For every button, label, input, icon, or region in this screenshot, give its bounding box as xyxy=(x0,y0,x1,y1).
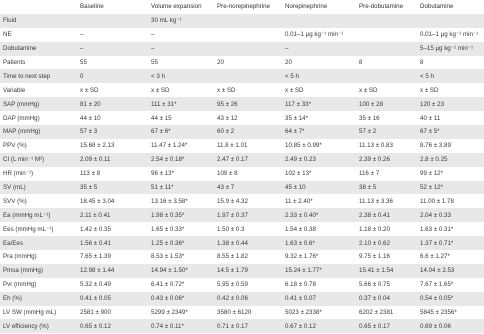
table-cell: 12.98 ± 1.44 xyxy=(77,264,148,278)
table-cell: 99 ± 12* xyxy=(417,167,484,181)
table-row xyxy=(0,222,484,236)
table-row xyxy=(0,42,484,56)
table-cell: 14.94 ± 1.50* xyxy=(148,264,214,278)
table-cell: 1.63 ± 0.6* xyxy=(282,236,356,250)
table-cell: 1.56 ± 0.41 xyxy=(77,236,148,250)
table-cell: 35 ± 5 xyxy=(77,181,148,195)
table-cell: 8.55 ± 1.82 xyxy=(214,250,282,264)
table-cell: x ± SD xyxy=(356,83,417,97)
table-cell: 111 ± 31* xyxy=(148,97,214,111)
table-cell xyxy=(77,14,148,28)
table-cell: 0.71 ± 0.17 xyxy=(214,319,282,333)
row-label: Ea/Ees xyxy=(0,236,77,250)
table-cell: 1.50 ± 0.3 xyxy=(214,222,282,236)
table-cell: 11.00 ± 1.78 xyxy=(417,194,484,208)
table-cell: 2.39 ± 0.26 xyxy=(356,153,417,167)
table-cell: 2.49 ± 0.23 xyxy=(282,153,356,167)
table-cell: < 5 h xyxy=(417,69,484,83)
table-cell: 2581 ± 900 xyxy=(77,306,148,320)
table-cell: 102 ± 13* xyxy=(282,167,356,181)
row-label: CI (L min⁻¹ M²) xyxy=(0,153,77,167)
header-cell: Baseline xyxy=(77,0,148,14)
table-cell: 13.16 ± 3.58* xyxy=(148,194,214,208)
table-cell: 8.53 ± 1.53* xyxy=(148,250,214,264)
table-row xyxy=(0,181,484,195)
table-cell: 35 ± 14* xyxy=(282,111,356,125)
header-row xyxy=(0,0,484,14)
table-cell: 117 ± 33* xyxy=(282,97,356,111)
table-cell: 95 ± 26 xyxy=(214,97,282,111)
row-label: Time to next step xyxy=(0,69,77,83)
table-cell: 20 xyxy=(282,56,356,70)
table-cell: 60 ± 2 xyxy=(214,125,282,139)
table-row xyxy=(0,194,484,208)
table-cell: 44 ± 15 xyxy=(148,111,214,125)
table-cell: 15.68 ± 2.13 xyxy=(77,139,148,153)
table-cell: 55 xyxy=(77,56,148,70)
table-cell xyxy=(214,42,282,56)
table-cell: < 3 h xyxy=(148,69,214,83)
table-row xyxy=(0,264,484,278)
table-cell: 0.54 ± 0.05* xyxy=(417,292,484,306)
table-cell: 6202 ± 2381 xyxy=(356,306,417,320)
row-label: DAP (mmHg) xyxy=(0,111,77,125)
table-cell: 6.41 ± 0.72* xyxy=(148,278,214,292)
table-cell: 113 ± 8 xyxy=(77,167,148,181)
table-cell: 0.65 ± 0.12 xyxy=(77,319,148,333)
table-cell: 0.41 ± 0.05 xyxy=(77,292,148,306)
table-cell: 6.6 ± 1.27* xyxy=(417,250,484,264)
table-cell: 0.41 ± 0.07 xyxy=(282,292,356,306)
table-cell: 0.43 ± 0.06* xyxy=(148,292,214,306)
table-cell: 11.47 ± 1.24* xyxy=(148,139,214,153)
table-cell: 0 xyxy=(77,69,148,83)
table-cell: 5023 ± 2338* xyxy=(282,306,356,320)
table-row xyxy=(0,236,484,250)
row-label: Ea (mmHg mL⁻¹) xyxy=(0,208,77,222)
table-cell: < 5 h xyxy=(282,69,356,83)
table-cell: 14.04 ± 2.53 xyxy=(417,264,484,278)
table-row xyxy=(0,14,484,28)
row-label: SAP (mmHg) xyxy=(0,97,77,111)
table-cell: 2.8 ± 0.25 xyxy=(417,153,484,167)
table-cell: 5299 ± 2349* xyxy=(148,306,214,320)
table-row xyxy=(0,139,484,153)
table-row xyxy=(0,56,484,70)
table-row xyxy=(0,28,484,42)
table-cell: 7.67 ± 1.65* xyxy=(417,278,484,292)
table-row xyxy=(0,292,484,306)
table-cell: 116 ± 7 xyxy=(356,167,417,181)
table-cell: 38 ± 5 xyxy=(356,181,417,195)
row-label: Ees (mmHg mL⁻¹) xyxy=(0,222,77,236)
row-label: Pmsa (mmHg) xyxy=(0,264,77,278)
table-cell: 0.69 ± 0.06 xyxy=(417,319,484,333)
table-cell xyxy=(282,14,356,28)
table-cell: – xyxy=(148,28,214,42)
table-row xyxy=(0,111,484,125)
table-cell: 45 ± 10 xyxy=(282,181,356,195)
table-cell: 1.97 ± 0.37 xyxy=(214,208,282,222)
header-cell: Norepinephrine xyxy=(282,0,356,14)
table-cell xyxy=(356,14,417,28)
table-row xyxy=(0,208,484,222)
table-cell xyxy=(356,42,417,56)
table-cell: 1.37 ± 0.71* xyxy=(417,236,484,250)
table-cell: 18.45 ± 3.04 xyxy=(77,194,148,208)
table-cell: 1.65 ± 0.33* xyxy=(148,222,214,236)
row-label: Dobutamine xyxy=(0,42,77,56)
table-cell: 2.09 ± 0.11 xyxy=(77,153,148,167)
table-cell: x ± SD xyxy=(282,83,356,97)
table-cell: 1.42 ± 0.35 xyxy=(77,222,148,236)
table-cell: 8 xyxy=(356,56,417,70)
row-label: MAP (mmHg) xyxy=(0,125,77,139)
table-cell: 30 mL kg⁻¹ xyxy=(148,14,214,28)
table-row xyxy=(0,69,484,83)
table-cell: 20 xyxy=(214,56,282,70)
table-cell: 0.67 ± 0.12 xyxy=(282,319,356,333)
table-cell: 0.65 ± 0.17 xyxy=(356,319,417,333)
table-cell: 5–15 μg kg⁻¹ min⁻¹ xyxy=(417,42,484,56)
table-row xyxy=(0,97,484,111)
table-cell: 1.54 ± 0.38 xyxy=(282,222,356,236)
table-cell: 5.95 ± 0.59 xyxy=(214,278,282,292)
table-cell: 2.47 ± 0.17 xyxy=(214,153,282,167)
table-cell xyxy=(214,28,282,42)
table-cell: 43 ± 7 xyxy=(214,181,282,195)
table-cell xyxy=(356,69,417,83)
header-cell: Volume expansion xyxy=(148,0,214,14)
table-row xyxy=(0,319,484,333)
table-cell: 11.8 ± 1.01 xyxy=(214,139,282,153)
table-cell: 100 ± 28 xyxy=(356,97,417,111)
table-row xyxy=(0,153,484,167)
row-label: Pvr (mmHg) xyxy=(0,278,77,292)
table-cell: 2.04 ± 0.33 xyxy=(417,208,484,222)
table-cell: – xyxy=(77,28,148,42)
table-cell: 11.13 ± 3.36 xyxy=(356,194,417,208)
table-cell: x ± SD xyxy=(417,83,484,97)
table-cell: 3580 ± 6120 xyxy=(214,306,282,320)
table-cell: x ± SD xyxy=(77,83,148,97)
row-label: Fluid xyxy=(0,14,77,28)
table-cell: 0.01–1 μg kg⁻¹ min⁻¹ xyxy=(282,28,356,42)
row-label: HR (min⁻¹) xyxy=(0,167,77,181)
table-cell: 57 ± 3 xyxy=(77,125,148,139)
table-cell: 1.25 ± 0.36* xyxy=(148,236,214,250)
table-cell: 64 ± 7* xyxy=(282,125,356,139)
table-cell: 109 ± 8 xyxy=(214,167,282,181)
row-label: SV (mL) xyxy=(0,181,77,195)
table-cell: 0.42 ± 0.06 xyxy=(214,292,282,306)
table-body xyxy=(0,14,484,333)
table-row xyxy=(0,83,484,97)
table-cell: 6.18 ± 0.78 xyxy=(282,278,356,292)
table-cell xyxy=(214,69,282,83)
table-cell: 10.85 ± 0.99* xyxy=(282,139,356,153)
table-cell: 1.18 ± 0.20 xyxy=(356,222,417,236)
row-label: Pra (mmHg) xyxy=(0,250,77,264)
table-cell: 55 xyxy=(148,56,214,70)
row-label: NE xyxy=(0,28,77,42)
table-cell: 52 ± 12* xyxy=(417,181,484,195)
table-cell xyxy=(214,14,282,28)
table-cell: 2.38 ± 0.41 xyxy=(356,208,417,222)
header-cell xyxy=(0,0,77,14)
table-cell: 2.54 ± 0.18* xyxy=(148,153,214,167)
table-cell: 43 ± 12 xyxy=(214,111,282,125)
table-row xyxy=(0,125,484,139)
row-label: LV SW (mmHg mL) xyxy=(0,306,77,320)
row-label: Eh (%) xyxy=(0,292,77,306)
table-cell: 0.37 ± 0.04 xyxy=(356,292,417,306)
table-cell: 44 ± 10 xyxy=(77,111,148,125)
row-label: Variable xyxy=(0,83,77,97)
table-cell: x ± SD xyxy=(214,83,282,97)
table-cell: 2.33 ± 0.40* xyxy=(282,208,356,222)
table-cell: 11 ± 2.40* xyxy=(282,194,356,208)
table-row xyxy=(0,306,484,320)
table-row xyxy=(0,250,484,264)
table-cell: 15.24 ± 1.77* xyxy=(282,264,356,278)
table-cell: 0.74 ± 0.11* xyxy=(148,319,214,333)
table-cell: 67 ± 5* xyxy=(417,125,484,139)
table-row xyxy=(0,167,484,181)
table-cell: 15.41 ± 1.54 xyxy=(356,264,417,278)
table-cell: 57 ± 2 xyxy=(356,125,417,139)
table-cell: 5845 ± 2356* xyxy=(417,306,484,320)
table-cell xyxy=(356,28,417,42)
table-cell: 5.66 ± 0.75 xyxy=(356,278,417,292)
header-cell: Pre-dobutamine xyxy=(356,0,417,14)
table-cell: 67 ± 6* xyxy=(148,125,214,139)
table-cell: 8.76 ± 3.89 xyxy=(417,139,484,153)
table-cell: 81 ± 20 xyxy=(77,97,148,111)
row-label: LV efficiency (%) xyxy=(0,319,77,333)
table-cell xyxy=(417,14,484,28)
table-cell: 2.11 ± 0.41 xyxy=(77,208,148,222)
table-cell: 2.10 ± 0.62 xyxy=(356,236,417,250)
table-cell: 120 ± 23 xyxy=(417,97,484,111)
table-row xyxy=(0,278,484,292)
table-cell: 51 ± 11* xyxy=(148,181,214,195)
table-cell: 1.38 ± 0.44 xyxy=(214,236,282,250)
header-cell: Dobutamine xyxy=(417,0,484,14)
table-cell: – xyxy=(282,42,356,56)
table-cell: 8 xyxy=(417,56,484,70)
table-cell: 9.75 ± 1.16 xyxy=(356,250,417,264)
table-cell: 0.01–1 μg kg⁻¹ min⁻¹ xyxy=(417,28,484,42)
table-cell: 96 ± 13* xyxy=(148,167,214,181)
table-cell: 15.9 ± 4.32 xyxy=(214,194,282,208)
table-cell: 1.63 ± 0.31* xyxy=(417,222,484,236)
row-label: PPV (%) xyxy=(0,139,77,153)
table-cell: 11.13 ± 0.83 xyxy=(356,139,417,153)
row-label: SVV (%) xyxy=(0,194,77,208)
table-cell: – xyxy=(148,42,214,56)
table-cell: 9.32 ± 1.76* xyxy=(282,250,356,264)
table-cell: 35 ± 16 xyxy=(356,111,417,125)
table-cell: 5.32 ± 0.49 xyxy=(77,278,148,292)
table-cell: 7.65 ± 1.39 xyxy=(77,250,148,264)
table-cell: 40 ± 11 xyxy=(417,111,484,125)
table-cell: 14.5 ± 1.79 xyxy=(214,264,282,278)
header-cell: Pre-norepinephrine xyxy=(214,0,282,14)
row-label: Patients xyxy=(0,56,77,70)
table-cell: – xyxy=(77,42,148,56)
table-cell: 1.98 ± 0.35* xyxy=(148,208,214,222)
table-cell: x ± SD xyxy=(148,83,214,97)
